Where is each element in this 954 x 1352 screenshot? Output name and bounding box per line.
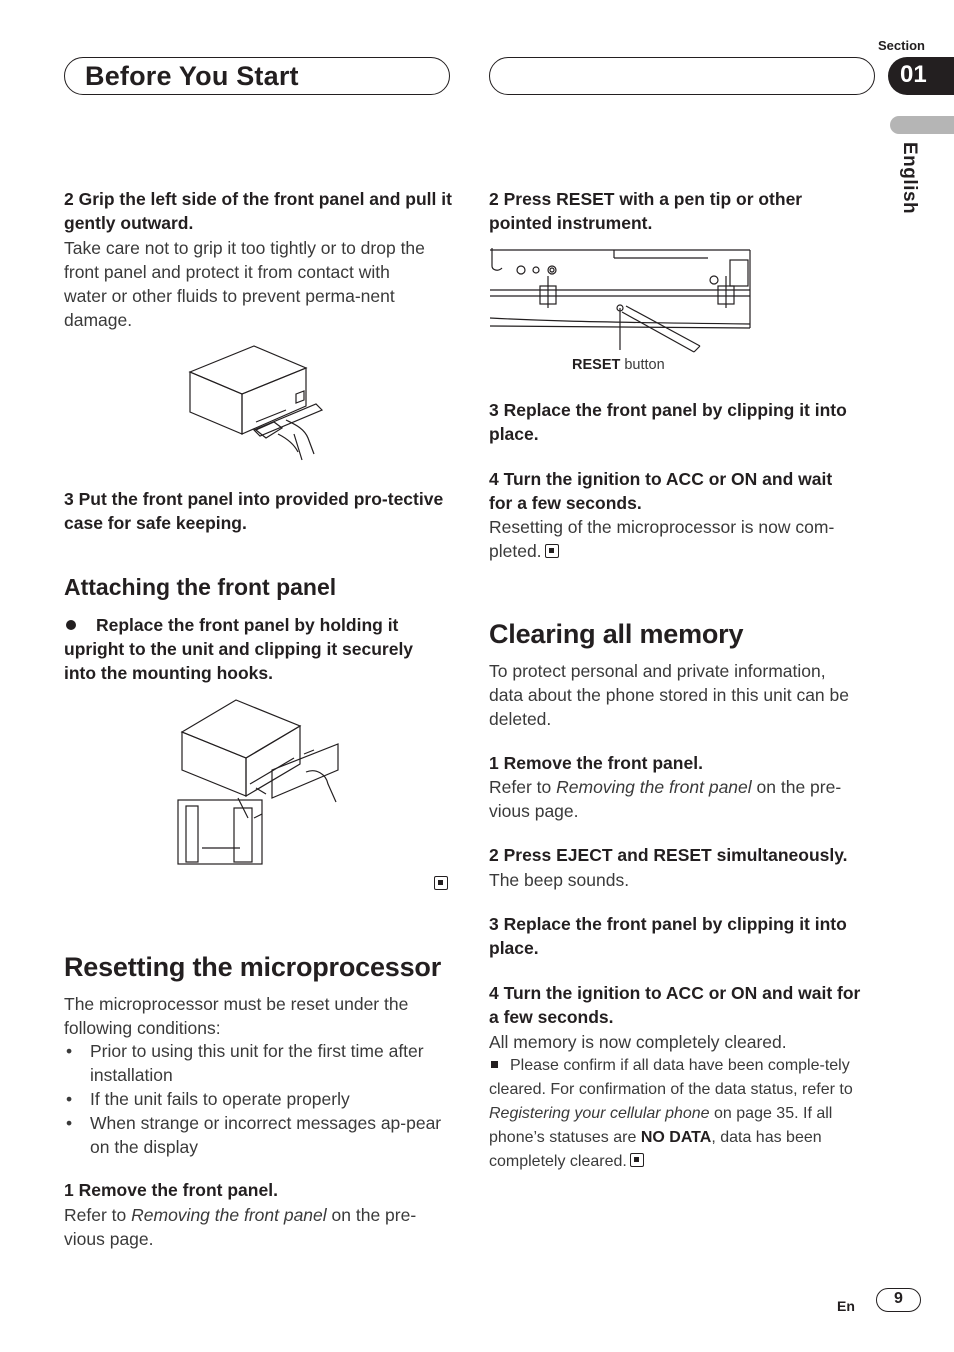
language-label: English bbox=[899, 142, 920, 215]
language-tab bbox=[890, 116, 954, 134]
bullet-dot-icon bbox=[66, 620, 76, 630]
section-label: Section bbox=[878, 38, 925, 53]
clear-heading: Clearing all memory bbox=[489, 619, 744, 649]
reset-heading: Resetting the microprocessor bbox=[64, 952, 442, 982]
attach-heading: Attaching the front panel bbox=[64, 574, 337, 600]
status-value: NO DATA bbox=[640, 1129, 712, 1146]
cross-reference: Registering your cellular phone bbox=[489, 1105, 710, 1122]
step-2-grip-body: Take care not to grip it too tightly or to drop the front panel and protect it from contact with water or other fluids to prevent perma-nent damage. bbox=[64, 238, 425, 330]
text-part: on the pre-vious page. bbox=[64, 1205, 417, 1249]
page-title: Before You Start bbox=[85, 61, 299, 91]
reset-intro: The microprocessor must be reset under the following conditions: bbox=[64, 994, 409, 1038]
reset-step-1-body bbox=[64, 1203, 444, 1251]
list-item: • When strange or incorrect messages ap-pear on the display bbox=[64, 1111, 444, 1159]
clear-step-1-body bbox=[489, 775, 864, 823]
section-number-badge bbox=[888, 57, 954, 95]
caption-bold: RESET bbox=[572, 357, 621, 373]
clear-step-4-body: All memory is now completely cleared. bbox=[489, 1032, 787, 1052]
language-code: En bbox=[837, 1298, 855, 1314]
list-item: • If the unit fails to operate properly bbox=[64, 1087, 444, 1111]
attach-step bbox=[64, 613, 449, 685]
cross-reference: Removing the front panel bbox=[131, 1205, 327, 1225]
text-part: Please confirm if all data have been comple-tely cleared. For confirmation of the data status, refer to bbox=[489, 1057, 853, 1098]
clear-step-2-title: 2 Press EJECT and RESET simultaneously. bbox=[489, 845, 848, 865]
text-part: Refer to bbox=[489, 777, 557, 797]
reset-button-caption bbox=[572, 357, 665, 373]
clear-step-2-body: The beep sounds. bbox=[489, 870, 630, 890]
page-number: 9 bbox=[876, 1288, 921, 1312]
header-blank-pill bbox=[489, 57, 875, 95]
text-part: on the pre-vious page. bbox=[489, 777, 842, 821]
section-number: 01 bbox=[900, 61, 927, 88]
caption-text: button bbox=[620, 357, 665, 373]
reset-step-1-title: 1 Remove the front panel. bbox=[64, 1180, 278, 1200]
end-mark-icon bbox=[545, 544, 559, 558]
text-part: , data has been completely cleared. bbox=[489, 1129, 822, 1170]
text-part: Refer to bbox=[64, 1205, 132, 1225]
clear-step-1-title: 1 Remove the front panel. bbox=[489, 753, 703, 773]
attach-step-text: Replace the front panel by holding it upright to the unit and clipping it securely into the mounting hooks. bbox=[64, 615, 414, 683]
text-part: on page 35. If all phone’s statuses are bbox=[489, 1105, 833, 1146]
note-square-icon bbox=[491, 1061, 498, 1068]
page-title-pill bbox=[64, 57, 450, 95]
clear-note bbox=[489, 1054, 864, 1174]
step-2-reset-title: 2 Press RESET with a pen tip or other pointed instrument. bbox=[489, 189, 803, 233]
text-part: Resetting of the microprocessor is now com-pleted. bbox=[489, 517, 835, 561]
reset-button-illustration bbox=[488, 246, 752, 356]
step-2-grip-title: 2 Grip the left side of the front panel and pull it gently outward. bbox=[64, 189, 452, 233]
attach-panel-illustration bbox=[176, 698, 342, 868]
step-3-case-title: 3 Put the front panel into provided pro-tective case for safe keeping. bbox=[64, 489, 444, 533]
list-item: • Prior to using this unit for the first time after installation bbox=[64, 1039, 444, 1087]
end-mark-icon bbox=[630, 1153, 644, 1167]
cross-reference: Removing the front panel bbox=[556, 777, 752, 797]
clear-step-3-title: 3 Replace the front panel by clipping it into place. bbox=[489, 914, 847, 958]
step-3-replace-title: 3 Replace the front panel by clipping it into place. bbox=[489, 400, 847, 444]
clear-step-4-title: 4 Turn the ignition to ACC or ON and wait for a few seconds. bbox=[489, 983, 861, 1027]
step-4-ignition-body bbox=[489, 515, 864, 563]
remove-panel-illustration bbox=[186, 342, 326, 464]
reset-conditions-list bbox=[64, 1039, 444, 1159]
end-mark-icon bbox=[434, 876, 448, 894]
step-4-ignition-title: 4 Turn the ignition to ACC or ON and wait for a few seconds. bbox=[489, 469, 833, 513]
clear-intro: To protect personal and private information, data about the phone stored in this unit can be deleted. bbox=[489, 661, 849, 729]
